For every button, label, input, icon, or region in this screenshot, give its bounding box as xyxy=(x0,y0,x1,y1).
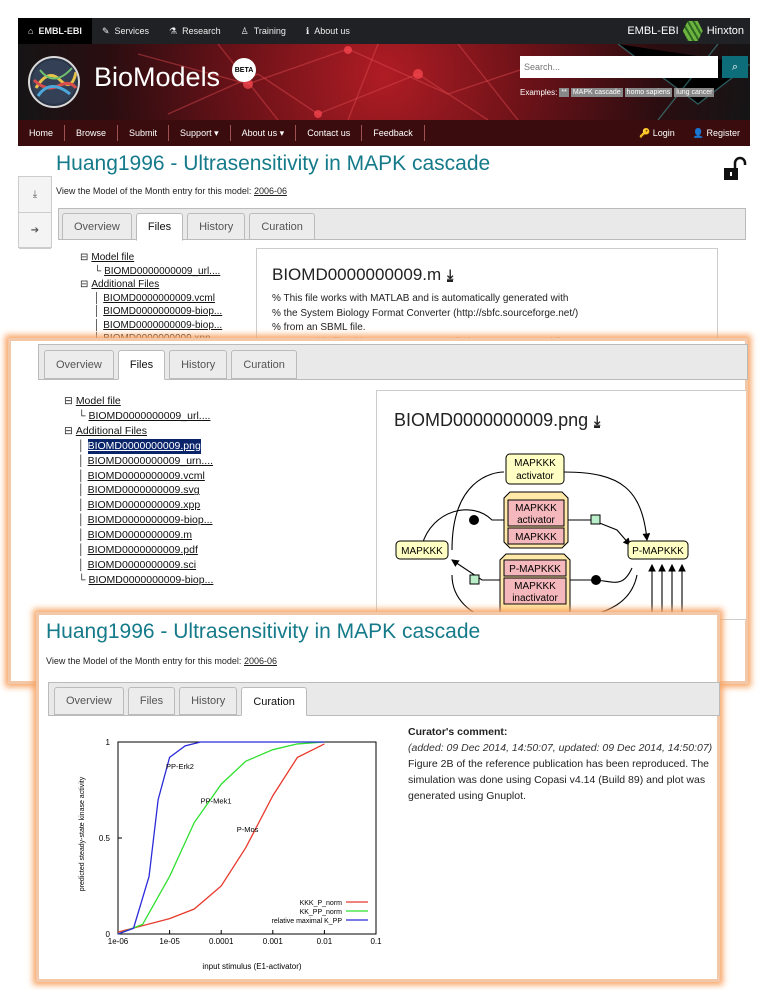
tab-curation[interactable]: Curation xyxy=(231,350,297,379)
tab-files[interactable]: Files xyxy=(118,350,165,380)
series-annotation: PP-Erk2 xyxy=(165,761,194,771)
page-title: Huang1996 - Ultrasensitivity in MAPK cascade xyxy=(46,620,481,643)
collapse-icon: ⊟ xyxy=(64,395,73,407)
x-tick-label: 1e-05 xyxy=(159,937,180,946)
y-axis-label: predicted steady-state kinase activity xyxy=(79,776,86,892)
download-icon[interactable]: ⤓ xyxy=(19,177,51,213)
tree-leaf[interactable]: │ BIOMD0000000009.xpp xyxy=(78,499,201,512)
nav-support[interactable]: Support ▾ xyxy=(169,125,231,141)
login-link[interactable]: 🔑 Login xyxy=(638,127,675,138)
beta-badge: BETA xyxy=(232,58,256,82)
hexagon-logo-icon xyxy=(683,21,703,41)
tree-leaf[interactable]: │ BIOMD0000000009_urn.... xyxy=(78,454,214,467)
register-link[interactable]: 👤 Register xyxy=(692,127,740,138)
file-tree-1 xyxy=(80,251,222,346)
search-icon: ⌕ xyxy=(731,60,739,73)
x-tick-label: 0.01 xyxy=(316,937,333,946)
tree-leaf[interactable]: │ BIOMD0000000009.vcml xyxy=(78,469,205,482)
tab-curation[interactable]: Curation xyxy=(249,213,315,240)
series-annotation: P-Mos xyxy=(236,825,259,835)
example-link[interactable]: lung cancer xyxy=(676,89,713,96)
main-nav xyxy=(18,120,750,146)
tree-leaf[interactable]: │ BIOMD0000000009-biop... xyxy=(78,514,213,527)
nav-contact[interactable]: Contact us xyxy=(296,125,362,141)
example-link[interactable]: homo sapiens xyxy=(626,89,671,96)
research-link[interactable]: ⚗ Research xyxy=(169,25,221,36)
model-of-month: View the Model of the Month entry for this model: 2006-06 xyxy=(56,186,287,196)
tree-node[interactable]: ⊟ Additional Files xyxy=(80,279,160,290)
model-of-month-link[interactable]: 2006-06 xyxy=(243,656,277,666)
node-label: P-MAPKKK xyxy=(632,546,684,557)
tree-leaf[interactable]: │ BIOMD0000000009.m xyxy=(78,529,193,542)
x-tick-label: 0.001 xyxy=(262,937,283,946)
tab-curation[interactable]: Curation xyxy=(241,687,307,716)
nav-home[interactable]: Home xyxy=(18,125,65,141)
download-icon[interactable]: ⤓ xyxy=(594,411,601,428)
node-label: MAPKKK xyxy=(514,581,556,592)
node-label: MAPKKK xyxy=(401,546,443,557)
tree-leaf[interactable]: │ BIOMD0000000009.vcml xyxy=(94,292,215,304)
curator-comment: Curator's comment: (added: 09 Dec 2014, 14:50:07, updated: 09 Dec 2014, 14:50:07) Figure 2B of the reference publication has been reproduced. The simulation was done using Copasi v4.14 (Build 89) and plot was generated using Gnuplot. xyxy=(408,726,713,802)
tree-leaf[interactable]: └ BIOMD0000000009-biop... xyxy=(78,573,214,586)
curation-chart xyxy=(52,724,388,974)
training-icon: ♙ xyxy=(240,25,249,36)
nav-feedback[interactable]: Feedback xyxy=(362,125,425,141)
file-title-2: BIOMD0000000009.png ⤓ xyxy=(394,410,601,430)
page-title: Huang1996 - Ultrasensitivity in MAPK cascade xyxy=(56,152,491,175)
biomodels-logo-icon[interactable] xyxy=(28,56,80,108)
tab-overview[interactable]: Overview xyxy=(44,350,114,379)
caret-down-icon: ▾ xyxy=(214,127,219,138)
series-annotation: PP-Mek1 xyxy=(200,796,232,806)
caret-down-icon: ▾ xyxy=(279,127,285,138)
tree-leaf[interactable]: └ BIOMD0000000009_url.... xyxy=(78,409,211,422)
nav-about[interactable]: About us ▾ xyxy=(231,125,297,141)
model-of-month-link[interactable]: 2006-06 xyxy=(253,186,287,196)
services-link[interactable]: ✎ Services xyxy=(101,25,149,36)
nav-submit[interactable]: Submit xyxy=(118,125,169,141)
tab-files[interactable]: Files xyxy=(128,687,175,715)
tree-node[interactable]: ⊟ Model file xyxy=(64,395,121,407)
side-toolbar xyxy=(18,176,52,248)
collapse-icon: ⊟ xyxy=(80,252,89,263)
tree-leaf[interactable]: │ BIOMD0000000009-biop... xyxy=(94,306,223,317)
tree-node[interactable]: ⊟ Additional Files xyxy=(64,424,148,437)
file-tree-2 xyxy=(64,394,213,588)
y-tick-label: 0 xyxy=(105,930,110,939)
node-label: inactivator xyxy=(512,593,558,604)
nav-browse[interactable]: Browse xyxy=(65,125,118,141)
tree-node[interactable]: ⊟ Model file xyxy=(80,252,135,263)
node-label: P-MAPKKK xyxy=(509,564,561,575)
example-link[interactable]: ** xyxy=(561,89,567,96)
x-tick-label: 0.0001 xyxy=(208,937,234,946)
tree-leaf[interactable]: │ BIOMD0000000009.sci xyxy=(78,558,197,571)
tab-overview[interactable]: Overview xyxy=(54,687,124,715)
tree-leaf-selected[interactable]: │ BIOMD0000000009.png xyxy=(78,439,201,452)
x-axis-label: input stimulus (E1-activator) xyxy=(202,962,302,971)
key-icon: 🔑 xyxy=(638,127,651,138)
user-plus-icon: 👤 xyxy=(692,127,704,138)
legend-label: relative maximal K_PP xyxy=(271,918,342,925)
node-label: MAPKKK xyxy=(515,503,557,514)
tab-overview[interactable]: Overview xyxy=(62,213,132,240)
unlock-icon[interactable] xyxy=(720,156,748,182)
legend-label: KK_PP_norm xyxy=(299,909,342,916)
tree-leaf[interactable]: │ BIOMD0000000009.pdf xyxy=(78,544,198,557)
site-header xyxy=(18,44,750,120)
example-link[interactable]: MAPK cascade xyxy=(572,89,621,96)
biomodels-title[interactable]: BioModels xyxy=(94,62,221,92)
tab-history[interactable]: History xyxy=(169,350,227,379)
tree-leaf[interactable]: └ BIOMD0000000009_url.... xyxy=(94,265,221,277)
node-label: activator xyxy=(516,471,554,482)
collapse-icon: ⊟ xyxy=(80,279,89,290)
y-tick-label: 1 xyxy=(105,738,110,747)
node-label: MAPKKK xyxy=(515,532,557,543)
wrench-icon: ✎ xyxy=(101,25,110,36)
ebi-brand[interactable]: EMBL-EBI Hinxton xyxy=(627,21,750,41)
home-icon: ⌂ xyxy=(28,26,34,36)
about-link[interactable]: ℹ About us xyxy=(305,25,350,36)
node-label: MAPKKK xyxy=(514,458,556,469)
tab-files[interactable]: Files xyxy=(136,213,183,241)
training-link[interactable]: ♙ Training xyxy=(240,25,286,36)
tab-history[interactable]: History xyxy=(187,213,245,240)
search-examples: Examples: ** MAPK cascade homo sapiens lung cancer xyxy=(520,88,713,97)
pathway-diagram xyxy=(392,450,744,620)
flask-icon: ⚗ xyxy=(169,25,178,36)
file-title-1: BIOMD0000000009.m ⤓ xyxy=(272,265,454,284)
info-icon: ℹ xyxy=(305,25,310,36)
node-label: activator xyxy=(517,515,555,526)
download-icon[interactable]: ⤓ xyxy=(447,266,454,282)
legend-label: KKK_P_norm xyxy=(299,900,342,907)
search-input[interactable] xyxy=(520,56,718,78)
tab-history[interactable]: History xyxy=(179,687,237,715)
model-of-month: View the Model of the Month entry for this model: 2006-06 xyxy=(46,656,277,666)
code-preview: % This file works with MATLAB and is automatically generated with % the System Biology Format Converter (http://sbfc.sourceforge.net/) % from an SBML file. xyxy=(272,293,579,333)
ebi-topbar xyxy=(18,18,750,44)
embl-ebi-home-link[interactable]: ⌂ EMBL-EBI xyxy=(18,18,92,44)
x-tick-label: 0.1 xyxy=(370,937,382,946)
x-tick-label: 1e-06 xyxy=(107,937,129,946)
search-button[interactable] xyxy=(722,56,748,78)
collapse-icon: ⊟ xyxy=(64,424,73,437)
tree-leaf[interactable]: │ BIOMD0000000009-biop... xyxy=(94,319,223,331)
arrow-right-icon[interactable]: ➔ xyxy=(19,213,51,249)
tree-leaf[interactable]: │ BIOMD0000000009.svg xyxy=(78,484,200,497)
y-tick-label: 0.5 xyxy=(98,834,110,843)
